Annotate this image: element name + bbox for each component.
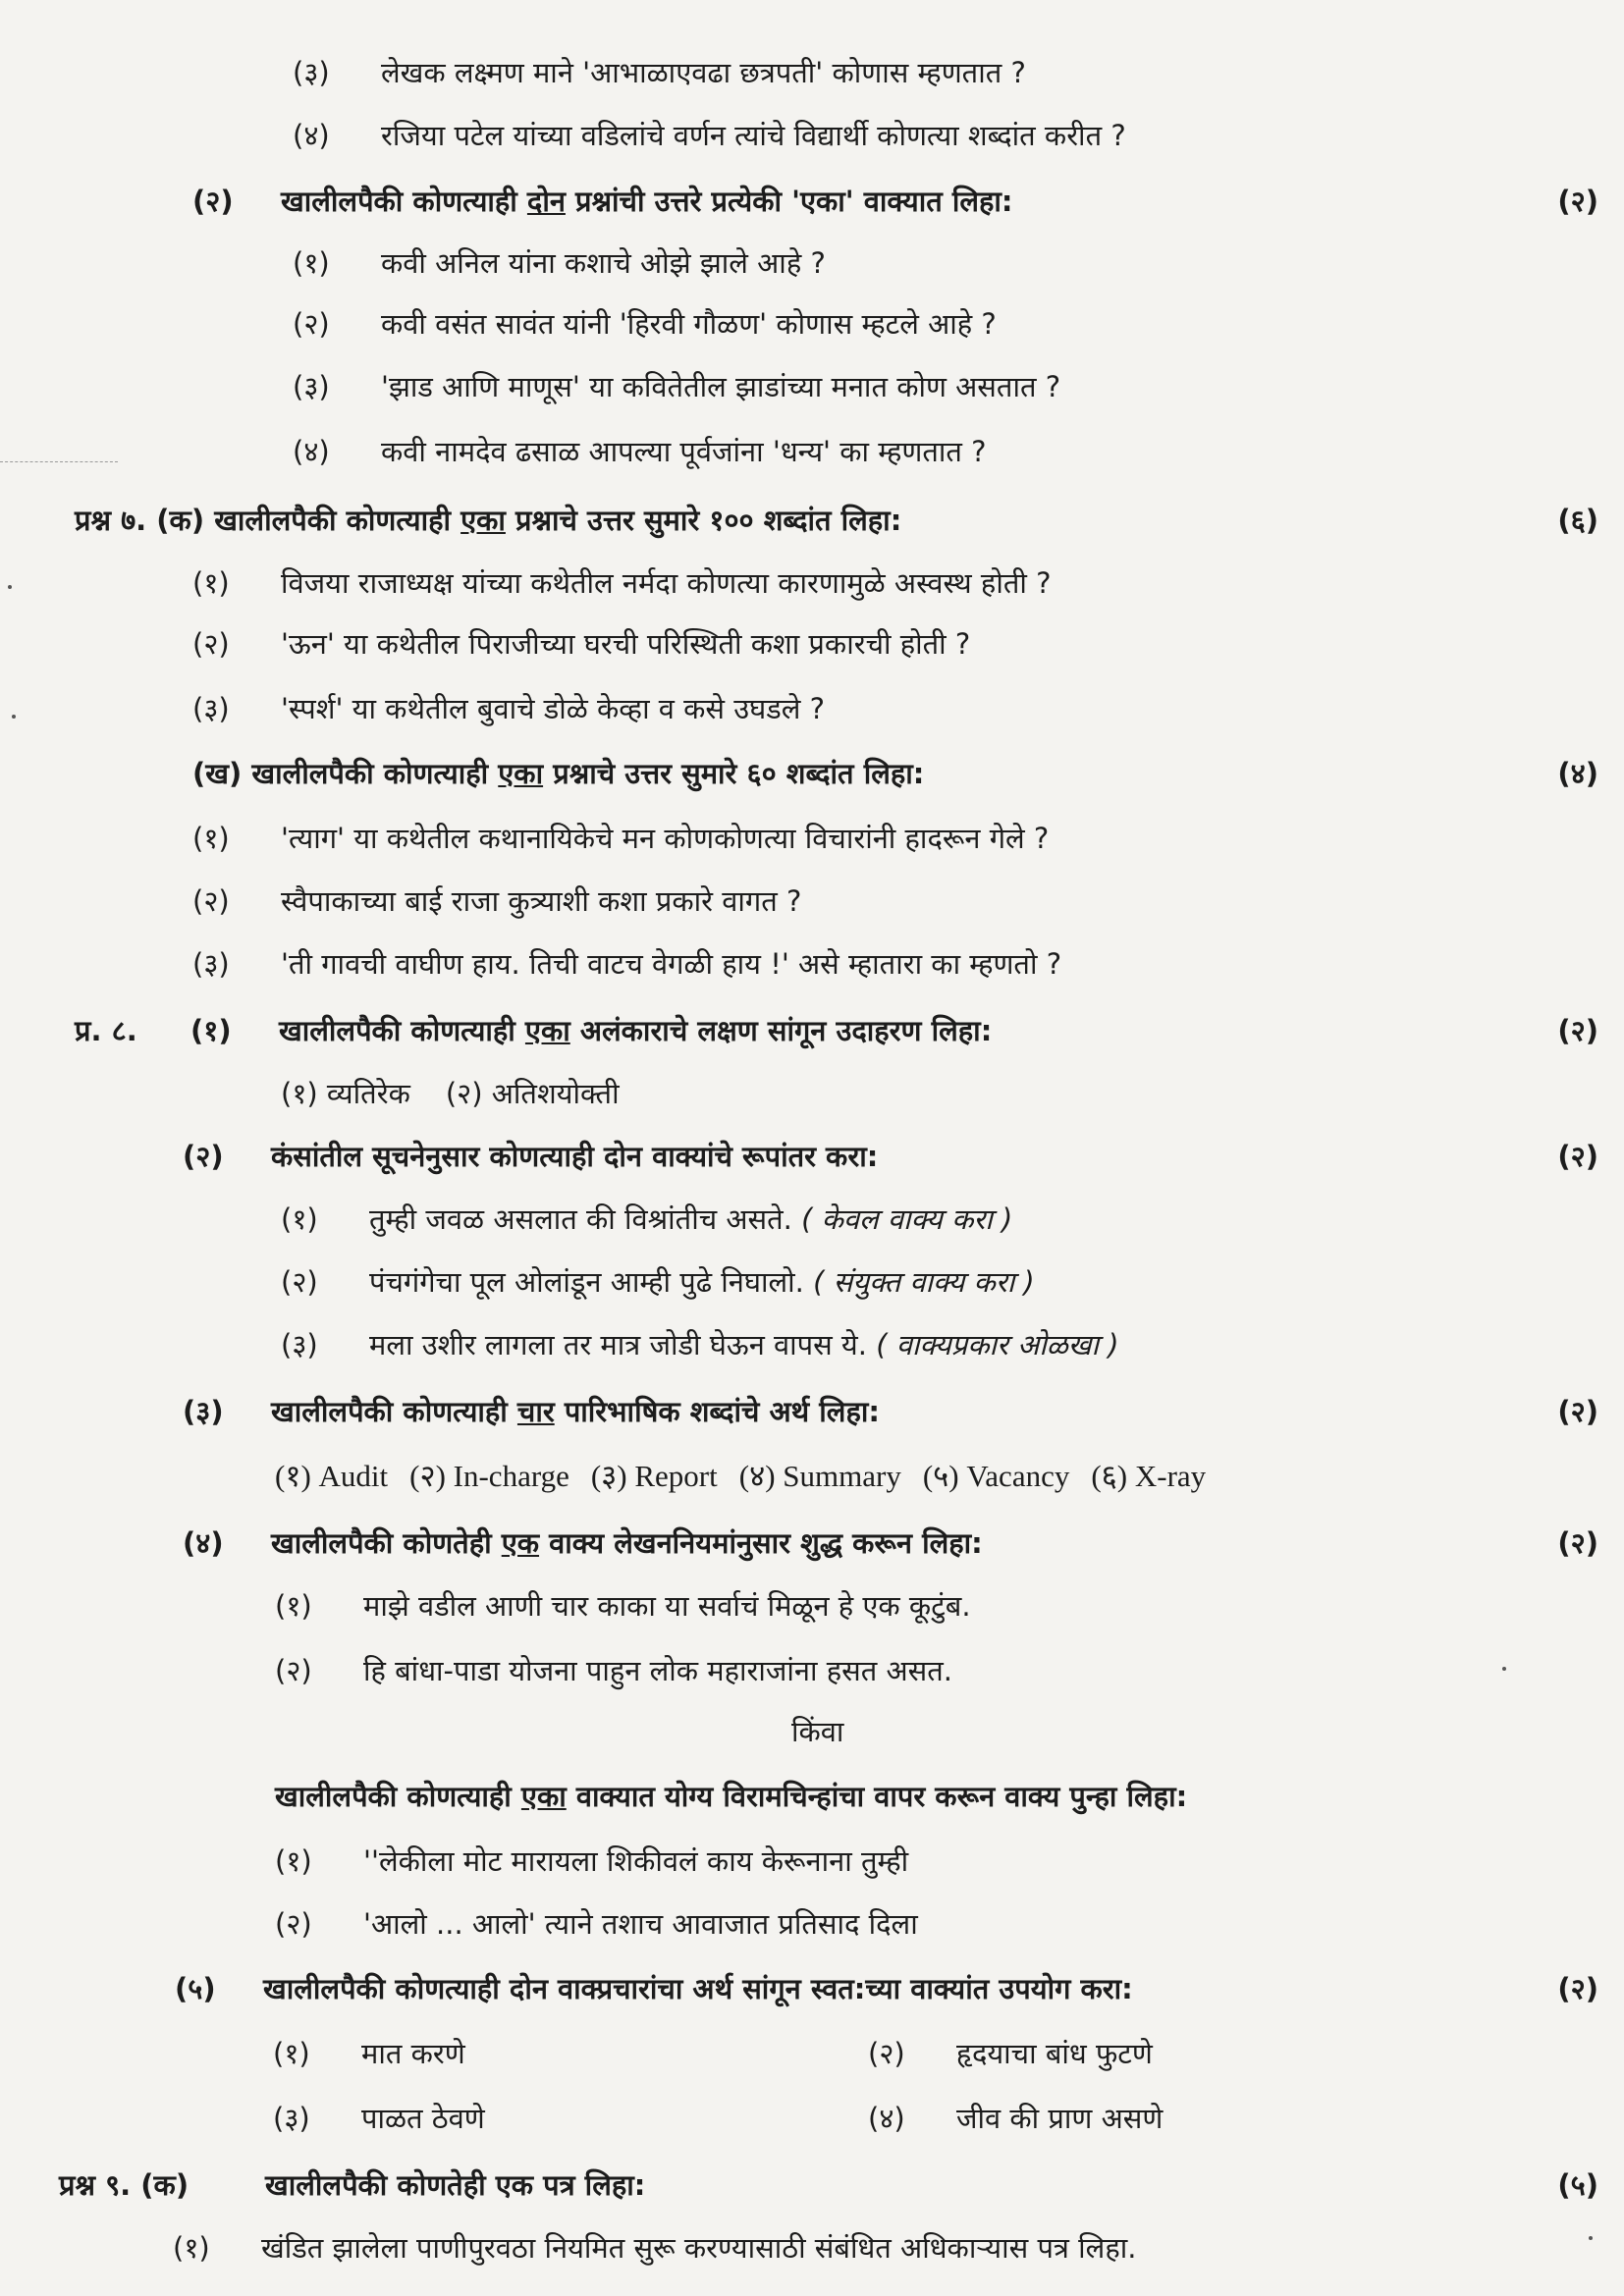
question-item: (३) 'ती गावची वाघीण हाय. तिची वाटच वेगळी हाय !' असे म्हातारा का म्हणतो ? — [192, 947, 1062, 981]
question-item: (१) तुम्ही जवळ असलात की विश्रांतीच असते. ( केवल वाक्य करा ) — [281, 1202, 1013, 1236]
scan-speck — [1589, 2236, 1593, 2240]
question-item: (१) मात करणे — [273, 2037, 465, 2070]
question-item: (२) हि बांधा-पाडा योजना पाहुन लोक महाराजांना हसत असत. — [275, 1654, 953, 1687]
marks-label: (२) — [1557, 1526, 1598, 1560]
scan-speck — [12, 715, 16, 719]
marks-label: (२) — [1557, 1014, 1598, 1047]
marks-label: (२) — [1557, 1140, 1598, 1173]
question-item: (३) मला उशीर लागला तर मात्र जोडी घेऊन वापस ये. ( वाक्यप्रकार ओळखा ) — [281, 1328, 1119, 1362]
question-heading: प्रश्न ९. (क) खालीलपैकी कोणतेही एक पत्र लिहा: — [59, 2168, 646, 2202]
question-item: (३) लेखक लक्ष्मण माने 'आभाळाएवढा छत्रपती' कोणास म्हणतात ? — [293, 56, 1026, 89]
scan-speck — [8, 585, 12, 589]
term-list: (१) Audit (२) In-charge (३) Report (४) Summary (५) Vacancy (६) X-ray — [275, 1459, 1207, 1493]
question-heading: (३) खालीलपैकी कोणत्याही चार पारिभाषिक शब्दांचे अर्थ लिहा: — [183, 1395, 880, 1428]
question-heading: खालीलपैकी कोणत्याही एका वाक्यात योग्य विरामचिन्हांचा वापर करून वाक्य पुन्हा लिहा: — [275, 1780, 1188, 1813]
question-item: (२) 'आलो ... आलो' त्याने तशाच आवाजात प्रतिसाद दिला — [275, 1907, 918, 1941]
question-item: (३) 'स्पर्श' या कथेतील बुवाचे डोळे केव्हा व कसे उघडले ? — [192, 692, 826, 725]
question-item: (१) ''लेकीला मोट मारायला शिकीवलं काय केरूनाना तुम्ही — [275, 1844, 909, 1878]
question-heading: (२) कंसांतील सूचनेनुसार कोणत्याही दोन वाक्यांचे रूपांतर करा: — [183, 1140, 879, 1173]
question-item: (२) कवी वसंत सावंत यांनी 'हिरवी गौळण' कोणास म्हटले आहे ? — [293, 307, 997, 341]
question-item: (४) कवी नामदेव ढसाळ आपल्या पूर्वजांना 'धन्य' का म्हणतात ? — [293, 435, 987, 468]
marks-label: (४) — [1557, 757, 1598, 790]
scan-speck — [1502, 1667, 1506, 1671]
question-item: (२) स्वैपाकाच्या बाई राजा कुत्र्याशी कशा प्रकारे वागत ? — [192, 884, 802, 918]
question-item: (२) हृदयाचा बांध फुटणे — [868, 2037, 1153, 2070]
question-item: (२) 'ऊन' या कथेतील पिराजीच्या घरची परिस्थिती कशा प्रकारची होती ? — [192, 627, 971, 661]
marks-label: (२) — [1557, 1395, 1598, 1428]
option-row: (१) व्यतिरेक (२) अतिशयोक्ती — [281, 1077, 620, 1110]
question-item: (१) माझे वडील आणी चार काका या सर्वाचं मिळून हे एक कूटुंब. — [275, 1589, 971, 1623]
question-heading: प्रश्न ७. (क) खालीलपैकी कोणत्याही एका प्रश्नाचे उत्तर सुमारे १०० शब्दांत लिहा: — [75, 504, 902, 537]
margin-mark — [0, 461, 118, 462]
question-item: (३) पाळत ठेवणे — [273, 2102, 485, 2135]
question-item: (२) पंचगंगेचा पूल ओलांडून आम्ही पुढे निघालो. ( संयुक्त वाक्य करा ) — [281, 1265, 1035, 1299]
question-item: (४) रजिया पटेल यांच्या वडिलांचे वर्णन त्यांचे विद्यार्थी कोणत्या शब्दांत करीत ? — [293, 119, 1126, 152]
question-item: (३) 'झाड आणि माणूस' या कवितेतील झाडांच्या मनात कोण असतात ? — [293, 370, 1061, 403]
question-item: (१) कवी अनिल यांना कशाचे ओझे झाले आहे ? — [293, 246, 826, 280]
question-item: (४) जीव की प्राण असणे — [868, 2102, 1164, 2135]
question-heading: (५) खालीलपैकी कोणत्याही दोन वाक्प्रचारांचा अर्थ सांगून स्वत:च्या वाक्यांत उपयोग करा: — [175, 1972, 1133, 2005]
question-item: (१) विजया राजाध्यक्ष यांच्या कथेतील नर्मदा कोणत्या कारणामुळे अस्वस्थ होती ? — [192, 566, 1052, 600]
question-item: (१) खंडित झालेला पाणीपुरवठा नियमित सुरू करण्यासाठी संबंधित अधिकाऱ्यास पत्र लिहा. — [173, 2231, 1137, 2265]
or-separator: किंवा — [791, 1715, 844, 1748]
question-item: (१) 'त्याग' या कथेतील कथानायिकेचे मन कोणकोणत्या विचारांनी हादरून गेले ? — [192, 822, 1050, 855]
question-heading: (२) खालीलपैकी कोणत्याही दोन प्रश्नांची उत्तरे प्रत्येकी 'एका' वाक्यात लिहा: — [192, 185, 1013, 218]
marks-label: (२) — [1557, 1972, 1598, 2005]
marks-label: (५) — [1557, 2168, 1598, 2202]
question-heading: प्र. ८. (१) खालीलपैकी कोणत्याही एका अलंकाराचे लक्षण सांगून उदाहरण लिहा: — [75, 1014, 993, 1047]
question-heading: (ख) खालीलपैकी कोणत्याही एका प्रश्नाचे उत्तर सुमारे ६० शब्दांत लिहा: — [192, 757, 925, 790]
question-heading: (४) खालीलपैकी कोणतेही एक वाक्य लेखननियमांनुसार शुद्ध करून लिहा: — [183, 1526, 983, 1560]
marks-label: (६) — [1557, 504, 1598, 537]
marks-label: (२) — [1557, 185, 1598, 218]
